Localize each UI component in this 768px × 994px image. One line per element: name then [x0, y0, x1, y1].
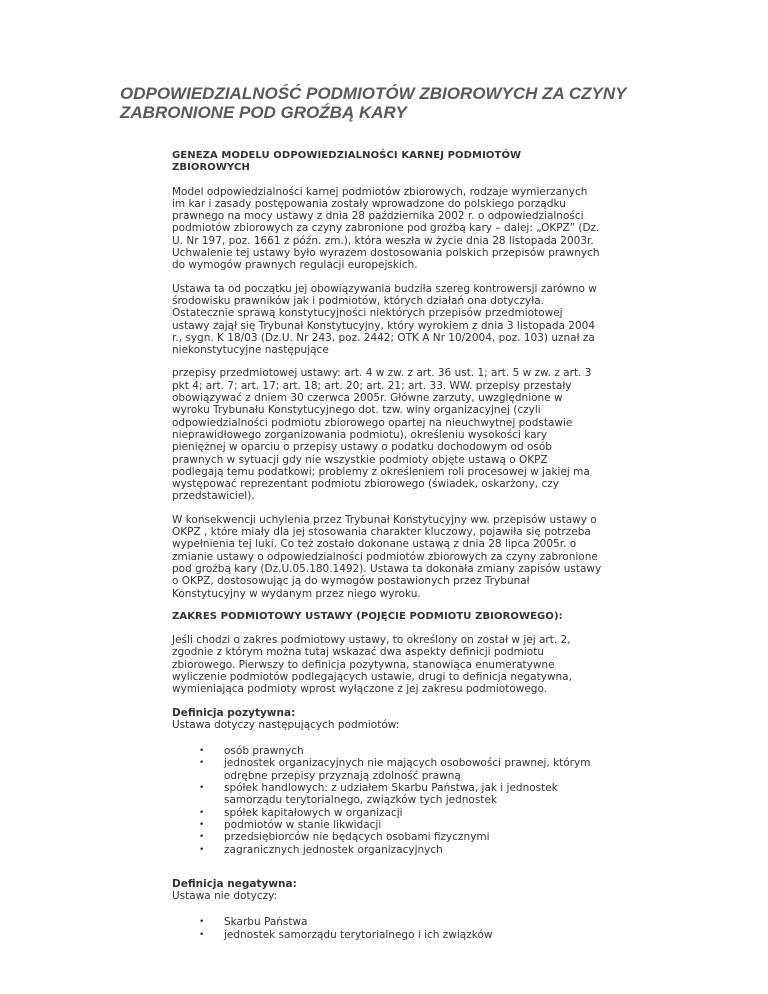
document-title: ODPOWIEDZIALNOŚĆ PODMIOTÓW ZBIOROWYCH ZA CZYNY ZABRONIONE POD GROŹBĄ KARY: [120, 84, 627, 122]
paragraph: Model odpowiedzialności karnej podmiotów zbiorowych, rodzaje wymierzanych im kar i zasady postępowania zostały wprowadzone do polskiego porządku prawnego na mocy ustawy z dnia 28 października 2002 r. o odpowiedzialności podmiotów zbiorowych za czyny zabronione pod groźbą kary – dalej: „OKPZ” (Dz. U. Nr 197, poz. 1661 z późn. zm.), która weszła w życie dnia 28 listopada 2003r. Uchwalenie tej ustawy było wyrazem dostosowania polskich przepisów prawnych do wymogów prawnych regulacji europejskich.: [172, 185, 600, 272]
negative-definition-intro: Ustawa nie dotyczy:: [172, 890, 278, 903]
list-item-text: zagranicznych jednostek organizacyjnych: [224, 843, 443, 856]
list-item-text: Skarbu Państwa: [224, 916, 308, 929]
paragraph: Ustawa ta od początku jej obowiązywania budziła szereg kontrowersji zarówno w środowisku prawników jak i podmiotów, których działań ona dotyczyła. Ostatecznie sprawą konstytucyjności niektórych przepisów przedmiotowej ustawy zajął się Trybunał Konstytucyjny, który wyrokiem z dnia 3 listopada 2004 r., sygn. K 18/03 (Dz.U. Nr 243, poz. 2442; OTK A Nr 10/2004, poz. 103) uznał za niekonstytucyjne następujące: [172, 282, 597, 357]
list-item: [172, 807, 602, 819]
bullet-icon: •: [199, 746, 205, 757]
document-body: [172, 150, 602, 963]
list-item-text: spółek kapitałowych w organizacji: [224, 806, 403, 819]
list-item: [172, 782, 602, 807]
paragraph: przepisy przedmiotowej ustawy: art. 4 w zw. z art. 36 ust. 1; art. 5 w zw. z art. 3 pkt 4; art. 7; art. 17; art. 18; art. 20; art. 21; art. 33. WW. przepisy przestały obowiązywać z dniem 30 czerwca 2005r. Główne zarzuty, uwzględnione w wyroku Trybunału Konstytucyjnego dot. tzw. winy organizacyjnej (czyli odpowiedzialności podmiotu zbiorowego opartej na nieuchwytnej podstawie nieprawidłowego zorganizowania podmiotu), określeniu wysokości kary pieniężnej w oparciu o przepisy ustawy o podatku dochodowym od osób prawnych w sytuacji gdy nie wszystkie podmioty objęte ustawą o OKPZ podlegają temu podatkowi; problemy z określeniem roli procesowej w jakiej ma występować reprezentant podmiotu zbiorowego (świadek, oskarżony, czy przedstawiciel).: [172, 367, 592, 503]
list-item: [172, 916, 602, 928]
list-item: [172, 844, 602, 856]
bullet-icon: •: [199, 917, 205, 928]
list-item: [172, 831, 602, 843]
positive-definition-heading: Definicja pozytywna:: [172, 706, 296, 719]
list-item-text: przedsiębiorców nie będących osobami fizycznymi: [224, 831, 490, 844]
section-heading-genesis: GENEZA MODELU ODPOWIEDZIALNOŚCI KARNEJ PODMIOTÓW ZBIOROWYCH: [172, 150, 522, 174]
list-item-text: jednostek organizacyjnych nie mających osobowości prawnej, którym odrębne przepisy przyznają zdolność prawną: [224, 757, 591, 782]
positive-definition-list: [172, 745, 602, 856]
positive-definition-intro: Ustawa dotyczy następujących podmiotów:: [172, 718, 400, 731]
negative-definition-heading: Definicja negatywna:: [172, 877, 297, 890]
paragraph: W konsekwencji uchylenia przez Trybunał Konstytucyjny ww. przepisów ustawy o OKPZ , które miały dla jej stosowania charakter kluczowy, pojawiła się potrzeba wypełnienia tej luki. Co też zostało dokonane ustawą z dnia 28 lipca 2005r. o zmianie ustawy o odpowiedzialności podmiotów zbiorowych za czyny zabronione pod groźbą kary (Dz.U.05.180.1492). Ustawa ta dokonała zmiany zapisów ustawy o OKPZ, dostosowując ją do wymogów postawionych przez Trybunał Konstytucyjny w wydanym przez niego wyroku.: [172, 513, 602, 600]
section-heading-scope: ZAKRES PODMIOTOWY USTAWY (POJĘCIE PODMIOTU ZBIOROWEGO):: [172, 610, 563, 622]
bullet-icon: •: [199, 783, 205, 794]
list-item: [172, 929, 602, 941]
list-item: [172, 757, 602, 782]
bullet-icon: •: [199, 807, 205, 818]
bullet-icon: •: [199, 819, 205, 830]
bullet-icon: •: [199, 844, 205, 855]
bullet-icon: •: [199, 929, 205, 940]
list-item-text: spółek handlowych: z udziałem Skarbu Państwa, jak i jednostek samorządu terytorialnego, związków tych jednostek: [224, 782, 558, 807]
list-item: [172, 819, 602, 831]
list-item-text: podmiotów w stanie likwidacji: [224, 818, 382, 831]
list-item-text: osób prawnych: [224, 745, 304, 758]
bullet-icon: •: [199, 758, 205, 769]
negative-definition-list: [172, 916, 602, 941]
paragraph: Jeśli chodzi o zakres podmiotowy ustawy, to określony on został w jej art. 2, zgodnie z którym można tutaj wskazać dwa aspekty definicji podmiotu zbiorowego. Pierwszy to definicja pozytywna, stanowiąca enumeratywne wyliczenie podmiotów podlegających ustawie, drugi to definicja negatywna, wymieniająca podmioty wprost wyłączone z jej zakresu podmiotowego.: [172, 634, 572, 696]
list-item: [172, 745, 602, 757]
bullet-icon: •: [199, 832, 205, 843]
list-item-text: jednostek samorządu terytorialnego i ich związków: [224, 928, 493, 941]
